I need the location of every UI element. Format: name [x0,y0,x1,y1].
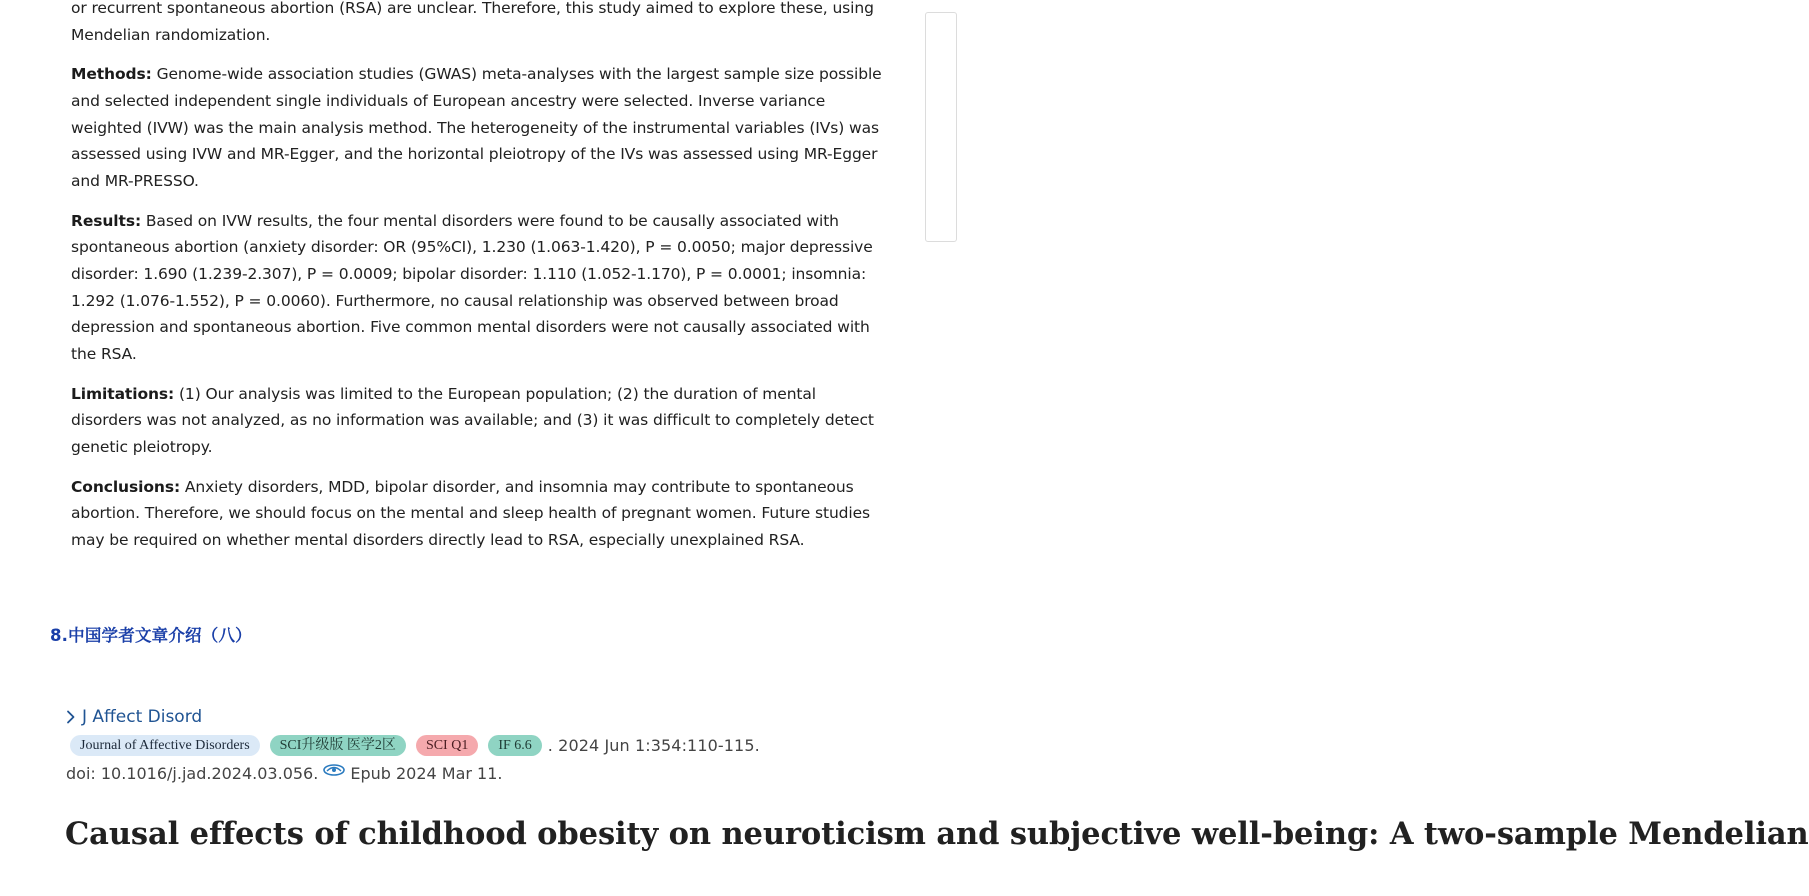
conclusions-label: Conclusions: [71,477,181,496]
citation-line [70,735,760,756]
journal-link-text[interactable]: J Affect Disord [82,707,203,727]
abstract-limitations [71,381,883,461]
abstract-intro [71,0,883,48]
limitations-text: (1) Our analysis was limited to the European population; (2) the duration of mental disorders was not analyzed, as no information was available; and (3) it was difficult to completely detect genetic pleiotropy. [71,384,874,456]
easyscholar-logo-icon [322,762,346,778]
chevron-right-icon [66,710,76,724]
methods-label: Methods: [71,65,152,84]
methods-text: Genome-wide association studies (GWAS) meta-analyses with the largest sample size possible and selected independent single individuals of European ancestry were selected. Inverse variance weighted (IVW) was the main analysis method. The heterogeneity of the instrumental variables (IVs) was assessed using IVW and MR-Egger, and the horizontal pleiotropy of the IVs was assessed using MR-Egger and MR-PRESSO. [71,65,882,190]
journal-name-badge: Journal of Affective Disorders [70,735,260,756]
results-label: Results: [71,211,142,230]
citation-date: . 2024 Jun 1:354:110-115. [547,736,760,755]
side-panel-edge [925,12,957,242]
journal-link[interactable] [66,707,202,727]
abstract [71,0,883,567]
section-heading: 8.中国学者文章介绍（八） [50,626,252,645]
abstract-methods [71,61,883,194]
abstract-conclusions [71,474,883,554]
article-title: Causal effects of childhood obesity on neuroticism and subjective well-being: A two-sample Mendelian [65,816,1809,852]
epub-text: Epub 2024 Mar 11. [350,764,503,783]
conclusions-text: Anxiety disorders, MDD, bipolar disorder, and insomnia may contribute to spontaneous abortion. Therefore, we should focus on the mental and sleep health of pregnant women. Future studies may be required on whether mental disorders directly lead to RSA, especially unexplained RSA. [71,477,871,549]
doi-line [66,764,503,783]
results-text: Based on IVW results, the four mental disorders were found to be causally associated with spontaneous abortion (anxiety disorder: OR (95%CI), 1.230 (1.063-1.420), P = 0.0050; major depressive disorder: 1.690 (1.239-2.307), P = 0.0009; bipolar disorder: 1.110 (1.052-1.170), P = 0.0001; insomnia: 1.292 (1.076-1.552), P = 0.0060). Furthermore, no causal relationship was observed between broad depression and spontaneous abortion. Five common mental disorders were not causally associated with the RSA. [71,211,873,363]
limitations-label: Limitations: [71,384,175,403]
impact-factor-badge: IF 6.6 [488,735,541,756]
sci-quartile-badge: SCI Q1 [416,735,478,756]
doi-text: doi: 10.1016/j.jad.2024.03.056. [66,764,319,783]
sci-upgrade-badge: SCI升级版 医学2区 [270,735,406,756]
abstract-intro-text: or recurrent spontaneous abortion (RSA) are unclear. Therefore, this study aimed to explore these, using Mendelian randomization. [71,0,874,44]
abstract-results [71,208,883,368]
